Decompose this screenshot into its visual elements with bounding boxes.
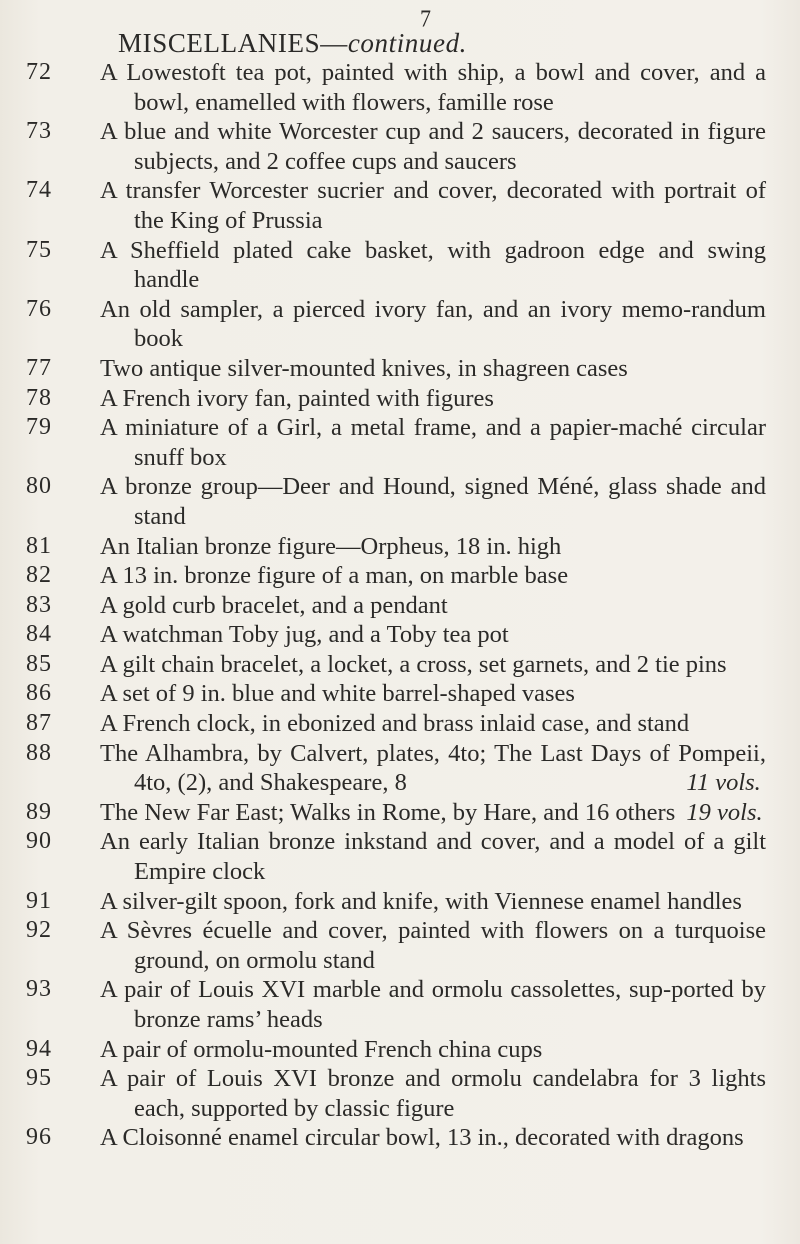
lot-item <box>0 975 800 1034</box>
lot-item <box>0 1123 800 1153</box>
lot-number: 93 <box>26 976 52 1003</box>
lot-item <box>0 798 800 828</box>
lot-description <box>100 354 766 384</box>
lot-description <box>100 620 766 650</box>
lot-description-text: The Alhambra, by Calvert, plates, 4to; The Last Days of Pompeii, 4to, (2), and Shakespeare, 8 <box>100 739 766 797</box>
lot-description-text: A silver-gilt spoon, fork and knife, with Viennese enamel handles <box>100 887 742 915</box>
lot-description-text: A pair of Louis XVI marble and ormolu cassolettes, sup-ported by bronze rams’ heads <box>100 976 766 1033</box>
lot-volume-count: 19 vols. <box>686 798 763 826</box>
lot-description <box>100 827 766 886</box>
lot-volume-count: 11 vols. <box>686 769 761 797</box>
lot-description <box>100 1123 766 1153</box>
lot-number: 82 <box>26 562 52 589</box>
lot-item <box>0 176 800 235</box>
lot-description-text: A French clock, in ebonized and brass inlaid case, and stand <box>100 710 690 738</box>
lot-item <box>0 117 800 176</box>
lot-description-text: A gold curb bracelet, and a pendant <box>100 591 448 619</box>
lot-number: 74 <box>26 177 52 204</box>
lot-number: 94 <box>26 1035 52 1062</box>
lot-description <box>100 650 766 680</box>
lot-description <box>100 1035 766 1065</box>
lot-number: 85 <box>26 650 52 677</box>
lot-item <box>0 413 800 472</box>
lot-description <box>100 975 766 1034</box>
lot-item <box>0 916 800 975</box>
lot-item <box>0 561 800 591</box>
lot-number: 73 <box>26 118 52 145</box>
lot-item <box>0 295 800 354</box>
lot-item <box>0 827 800 886</box>
lot-description-text: A gilt chain bracelet, a locket, a cross, set garnets, and 2 tie pins <box>100 650 727 678</box>
lot-description <box>100 472 766 531</box>
lot-number: 90 <box>26 828 52 855</box>
lot-item <box>0 620 800 650</box>
lot-description-text: A watchman Toby jug, and a Toby tea pot <box>100 621 509 649</box>
lot-item <box>0 58 800 117</box>
lot-item <box>0 1064 800 1123</box>
lot-description-text: A transfer Worcester sucrier and cover, decorated with portrait of the King of Prussia <box>100 177 766 234</box>
lot-description <box>100 532 766 562</box>
lot-number: 95 <box>26 1065 52 1092</box>
lot-description <box>100 117 766 176</box>
lot-description-text: An Italian bronze figure—Orpheus, 18 in. high <box>100 532 562 560</box>
lot-description-text: An old sampler, a pierced ivory fan, and an ivory memo-randum book <box>100 295 766 353</box>
lot-item <box>0 650 800 680</box>
header-title: MISCELLANIES— <box>118 28 348 58</box>
lot-number: 96 <box>26 1124 52 1151</box>
lot-item <box>0 1035 800 1065</box>
page-number: 7 <box>420 4 431 33</box>
lot-description <box>100 679 766 709</box>
lot-description <box>100 798 766 828</box>
lot-description-text: A Sheffield plated cake basket, with gadroon edge and swing handle <box>100 236 766 294</box>
lot-description-text: A pair of ormolu-mounted French china cups <box>100 1035 543 1063</box>
lot-number: 91 <box>26 887 52 914</box>
lot-item <box>0 472 800 531</box>
lot-number: 78 <box>26 384 52 411</box>
lot-description-text: A French ivory fan, painted with figures <box>100 384 494 412</box>
lot-number: 83 <box>26 591 52 618</box>
lot-description-text: A Cloisonné enamel circular bowl, 13 in., decorated with dragons <box>100 1124 744 1152</box>
lot-description <box>100 916 766 975</box>
lot-description-text: A miniature of a Girl, a metal frame, and a papier-maché circular snuff box <box>100 414 766 471</box>
lot-description <box>100 1064 766 1123</box>
lot-description <box>100 295 766 354</box>
lot-number: 87 <box>26 710 52 737</box>
lot-description-text: A 13 in. bronze figure of a man, on marble base <box>100 562 569 590</box>
page-header <box>118 28 467 59</box>
lot-list <box>0 58 800 1153</box>
lot-description <box>100 709 766 739</box>
lot-description-text: The New Far East; Walks in Rome, by Hare, and 16 others <box>100 798 676 826</box>
lot-number: 84 <box>26 621 52 648</box>
lot-number: 86 <box>26 680 52 707</box>
lot-number: 79 <box>26 414 52 441</box>
lot-number: 88 <box>26 739 52 766</box>
lot-number: 81 <box>26 532 52 559</box>
lot-description <box>100 384 766 414</box>
lot-description-text: An early Italian bronze inkstand and cover, and a model of a gilt Empire clock <box>100 828 766 886</box>
lot-description <box>100 236 766 295</box>
lot-description <box>100 176 766 235</box>
lot-item <box>0 887 800 917</box>
lot-number: 77 <box>26 354 52 381</box>
lot-number: 72 <box>26 59 52 85</box>
lot-description <box>100 887 766 917</box>
lot-description <box>100 413 766 472</box>
lot-number: 76 <box>26 295 52 322</box>
lot-item <box>0 384 800 414</box>
lot-item <box>0 532 800 562</box>
lot-description <box>100 58 766 117</box>
lot-description-text: A set of 9 in. blue and white barrel-shaped vases <box>100 680 575 708</box>
lot-description-text: A Lowestoft tea pot, painted with ship, a bowl and cover, and a bowl, enamelled with flowers, famille rose <box>100 59 766 116</box>
lot-item <box>0 739 800 798</box>
lot-item <box>0 236 800 295</box>
lot-item <box>0 679 800 709</box>
lot-number: 80 <box>26 473 52 500</box>
lot-description-text: Two antique silver-mounted knives, in shagreen cases <box>100 354 628 382</box>
lot-number: 75 <box>26 236 52 263</box>
lot-description-text: A Sèvres écuelle and cover, painted with flowers on a turquoise ground, on ormolu stand <box>100 917 766 974</box>
header-continued: continued. <box>347 28 468 58</box>
lot-description <box>100 561 766 591</box>
lot-description-text: A bronze group—Deer and Hound, signed Méné, glass shade and stand <box>100 473 766 530</box>
lot-description-text: A blue and white Worcester cup and 2 saucers, decorated in figure subjects, and 2 coffee cups and saucers <box>100 118 766 175</box>
lot-number: 89 <box>26 798 52 825</box>
lot-item <box>0 354 800 384</box>
lot-description <box>100 591 766 621</box>
lot-item <box>0 709 800 739</box>
lot-number: 92 <box>26 917 52 944</box>
lot-item <box>0 591 800 621</box>
lot-description <box>100 739 766 798</box>
lot-description-text: A pair of Louis XVI bronze and ormolu candelabra for 3 lights each, supported by classic figure <box>100 1065 766 1122</box>
